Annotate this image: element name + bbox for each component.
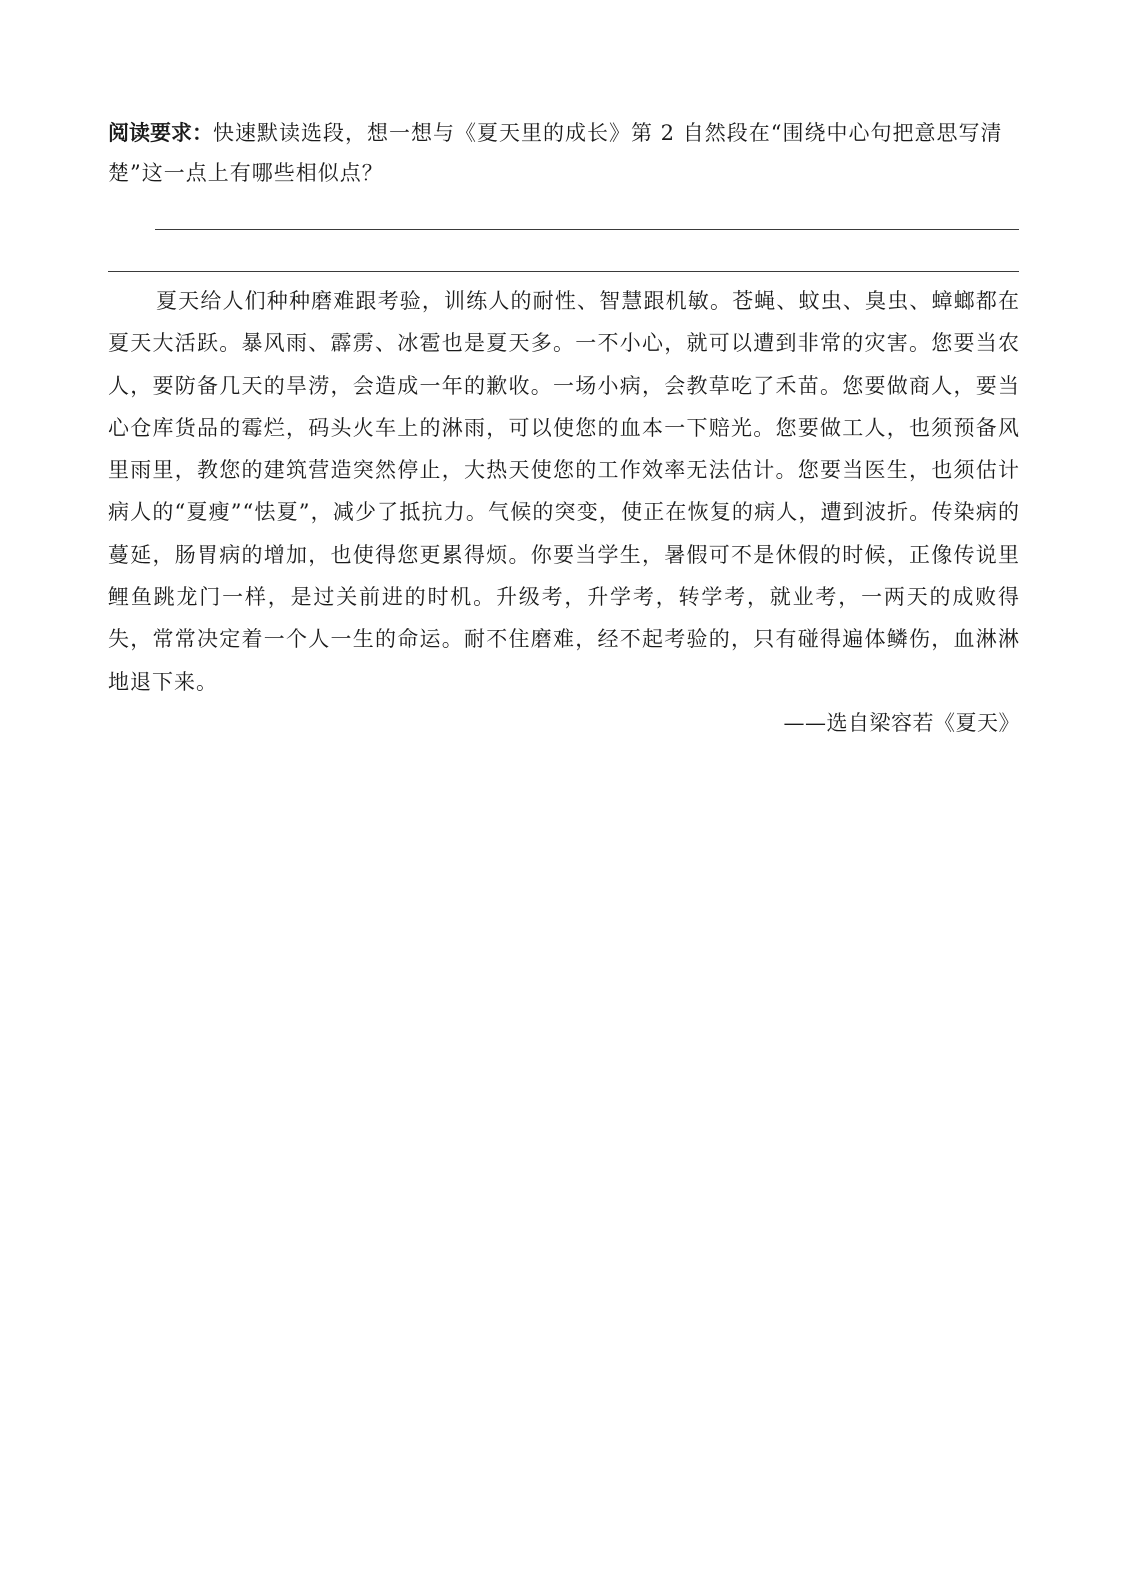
passage-source: ——选自梁容若《夏天》 [783, 711, 1020, 735]
divider-line [108, 271, 1019, 272]
reading-requirement [108, 113, 1020, 193]
requirement-label: 阅读要求： [108, 121, 213, 145]
passage-paragraph: 夏天给人们种种磨难跟考验，训练人的耐性、智慧跟机敏。苍蝇、蚊虫、臭虫、蟑螂都在夏天大活跃。暴风雨、霹雳、冰雹也是夏天多。一不小心，就可以遭到非常的灾害。您要当农人，要防备几天的旱涝，会造成一年的歉收。一场小病，会教草吃了禾苗。您要做商人，要当心仓库货品的霉烂，码头火车上的淋雨，可以使您的血本一下赔光。您要做工人，也须预备风里雨里，教您的建筑营造突然停止，大热天使您的工作效率无法估计。您要当医生，也须估计病人的“夏瘦”“怯夏”，减少了抵抗力。气候的突变，使正在恢复的病人，遭到波折。传染病的蔓延，肠胃病的增加，也使得您更累得烦。你要当学生，暑假可不是休假的时候，正像传说里鲤鱼跳龙门一样，是过关前进的时机。升级考，升学考，转学考，就业考，一两天的成败得失，常常决定着一个人一生的命运。耐不住磨难，经不起考验的，只有碰得遍体鳞伤，血淋淋地退下来。 [108, 289, 1020, 694]
answer-line[interactable] [155, 229, 1019, 230]
requirement-text: 快速默读选段，想一想与《夏天里的成长》第 2 自然段在“围绕中心句把意思写清楚”这一点上有哪些相似点？ [108, 121, 1003, 185]
